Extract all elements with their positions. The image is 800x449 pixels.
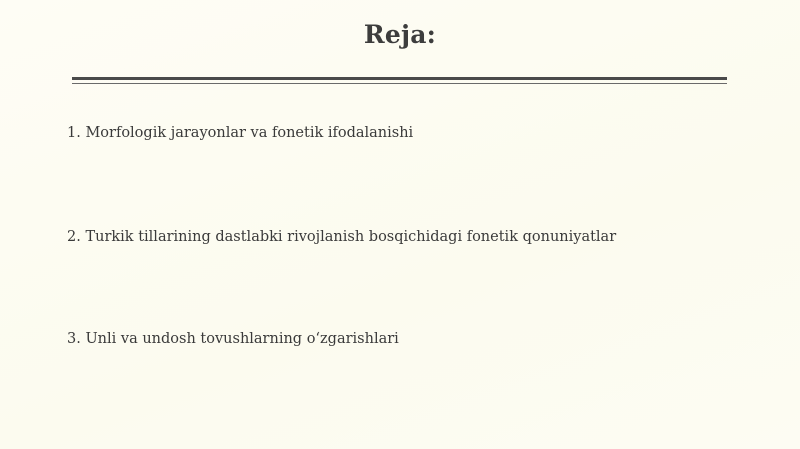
- plan-item-2: 2. Turkik tillarining dastlabki rivojlanish bosqichidagi fonetik qonuniyatlar: [67, 229, 617, 245]
- plan-item-1: 1. Morfologik jarayonlar va fonetik ifodalanishi: [67, 125, 414, 141]
- title-divider-thin: [72, 83, 727, 84]
- slide-title: Reja:: [363, 20, 437, 49]
- plan-item-3: 3. Unli va undosh tovushlarning o‘zgarishlari: [67, 331, 399, 347]
- title-divider-thick: [72, 77, 727, 80]
